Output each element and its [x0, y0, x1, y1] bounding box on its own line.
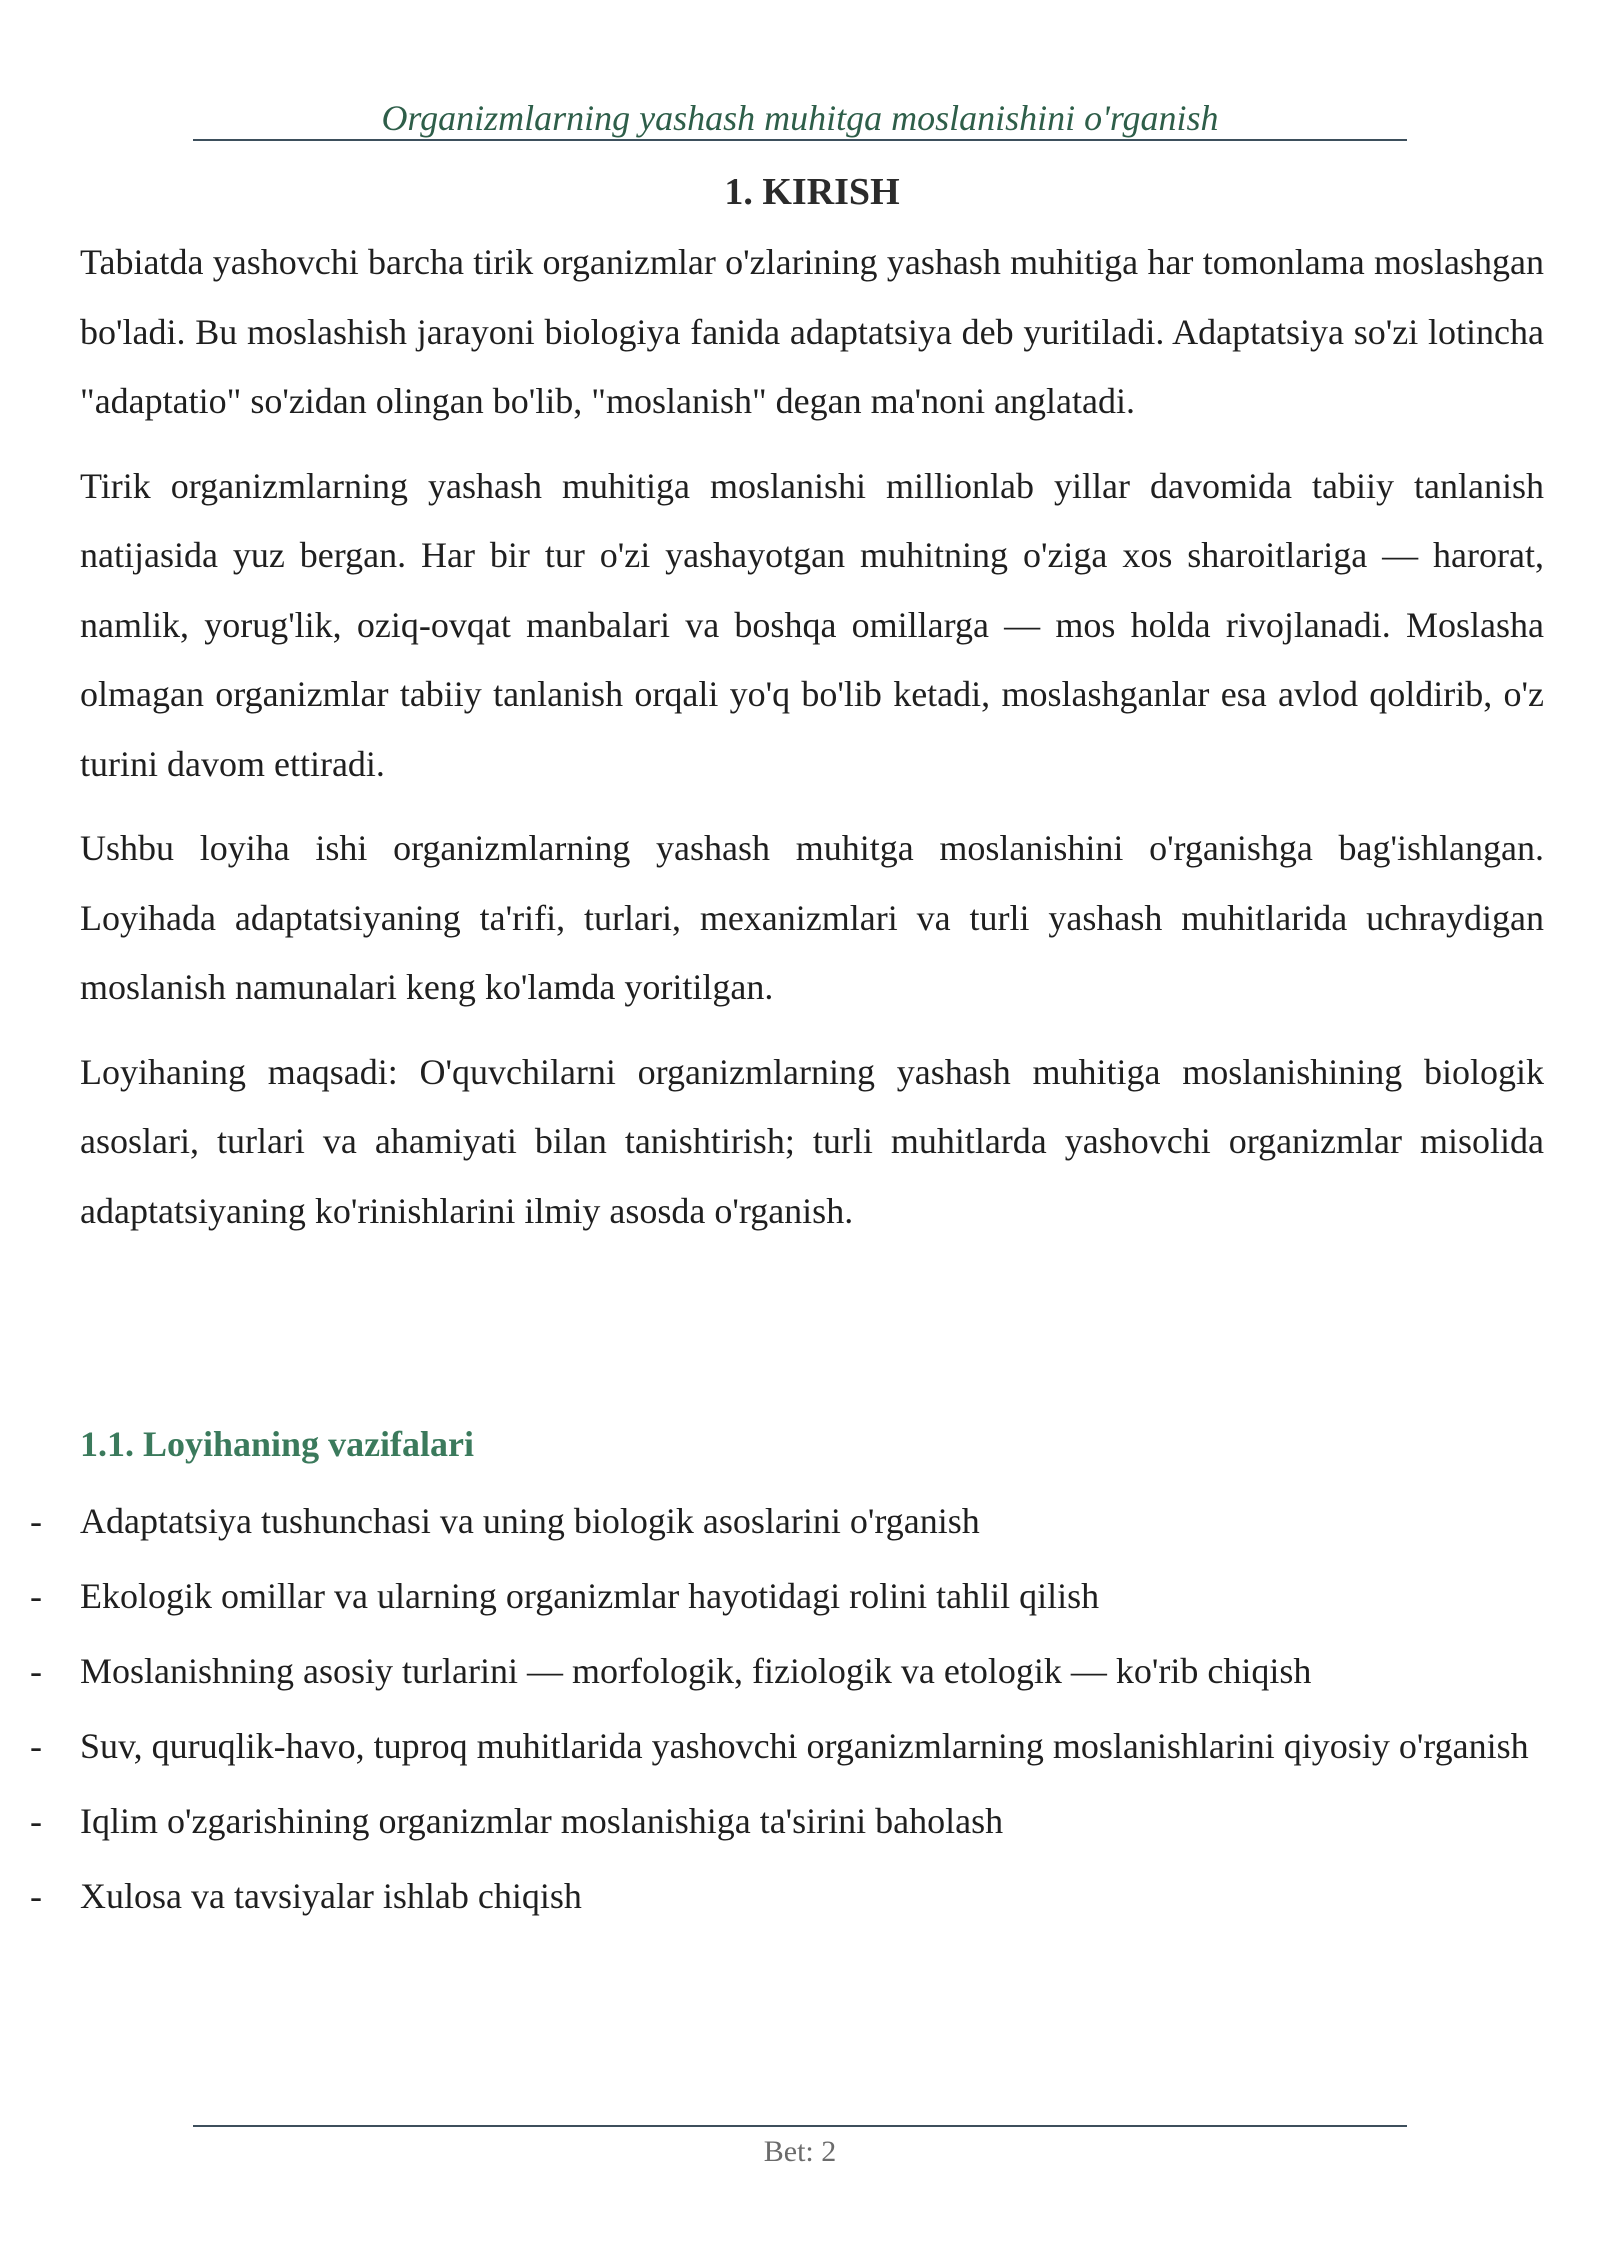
page-number: Bet: 2 — [763, 2135, 837, 2168]
paragraph: Ushbu loyiha ishi organizmlarning yashash muhitga moslanishini o'rganishga bag'ishlangan. Loyihada adaptatsiyaning ta'rifi, turlari, mexanizmlari va turli yashash muhitlarida uchraydigan moslanish namunalari keng ko'lamda yoritilgan. — [80, 828, 1544, 1007]
bullet-dash: - — [30, 1801, 42, 1841]
paragraph: Loyihaning maqsadi: O'quvchilarni organizmlarning yashash muhitiga moslanishining biologik asoslari, turlari va ahamiyati bilan tanishtirish; turli muhitlarda yashovchi organizmlar misolida adaptatsiyaning ko'rinishlarini ilmiy asosda o'rganish. — [80, 1051, 1544, 1231]
bullet-dash: - — [30, 1576, 42, 1616]
subsection-title: 1.1. Loyihaning vazifalari — [80, 1424, 475, 1464]
bullet-dash: - — [30, 1651, 42, 1691]
paragraph: Tabiatda yashovchi barcha tirik organizmlar o'zlarining yashash muhitiga har tomonlama moslashgan bo'ladi. Bu moslashish jarayoni biologiya fanida adaptatsiya deb yuritiladi. Adaptatsiya so'zi lotincha "adaptatio" so'zidan olingan bo'lib, "moslanish" degan ma'noni anglatadi. — [80, 242, 1544, 421]
list-item-text: Ekologik omillar va ularning organizmlar hayotidagi rolini tahlil qilish — [80, 1576, 1100, 1616]
bullet-dash: - — [30, 1501, 42, 1541]
list-item — [30, 1488, 1544, 1554]
paragraph: Tirik organizmlarning yashash muhitiga moslanishi millionlab yillar davomida tabiiy tanlanish natijasida yuz bergan. Har bir tur o'zi yashayotgan muhitning o'ziga xos sharoitlariga — harorat, namlik, yorug'lik, oziq-ovqat manbalari va boshqa omillarga — mos holda rivojlanadi. Moslasha olmagan organizmlar tabiiy tanlanish orqali yo'q bo'lib ketadi, moslashganlar esa avlod qoldirib, o'z turini davom ettiradi. — [80, 465, 1544, 784]
running-header: Organizmlarning yashash muhitga moslanishini o'rganish — [381, 98, 1219, 138]
section-title: 1. KIRISH — [724, 171, 900, 213]
list-item — [30, 1713, 1544, 1779]
task-list — [30, 1488, 1544, 1938]
list-item-text: Suv, quruqlik-havo, tuproq muhitlarida yashovchi organizmlarning moslanishlarini qiyosiy o'rganish — [80, 1726, 1529, 1766]
list-item-text: Moslanishning asosiy turlarini — morfologik, fiziologik va etologik — ko'rib chiqish — [80, 1651, 1312, 1691]
list-item — [30, 1863, 1544, 1929]
list-item — [30, 1638, 1544, 1704]
list-item-text: Xulosa va tavsiyalar ishlab chiqish — [80, 1876, 582, 1916]
header-divider — [193, 139, 1407, 141]
intro-body — [80, 228, 1544, 1261]
list-item-text: Adaptatsiya tushunchasi va uning biologik asoslarini o'rganish — [80, 1501, 980, 1541]
list-item — [30, 1563, 1544, 1629]
bullet-dash: - — [30, 1876, 42, 1916]
list-item-text: Iqlim o'zgarishining organizmlar moslanishiga ta'sirini baholash — [80, 1801, 1004, 1841]
footer-divider — [193, 2125, 1407, 2127]
bullet-dash: - — [30, 1726, 42, 1766]
list-item — [30, 1788, 1544, 1854]
